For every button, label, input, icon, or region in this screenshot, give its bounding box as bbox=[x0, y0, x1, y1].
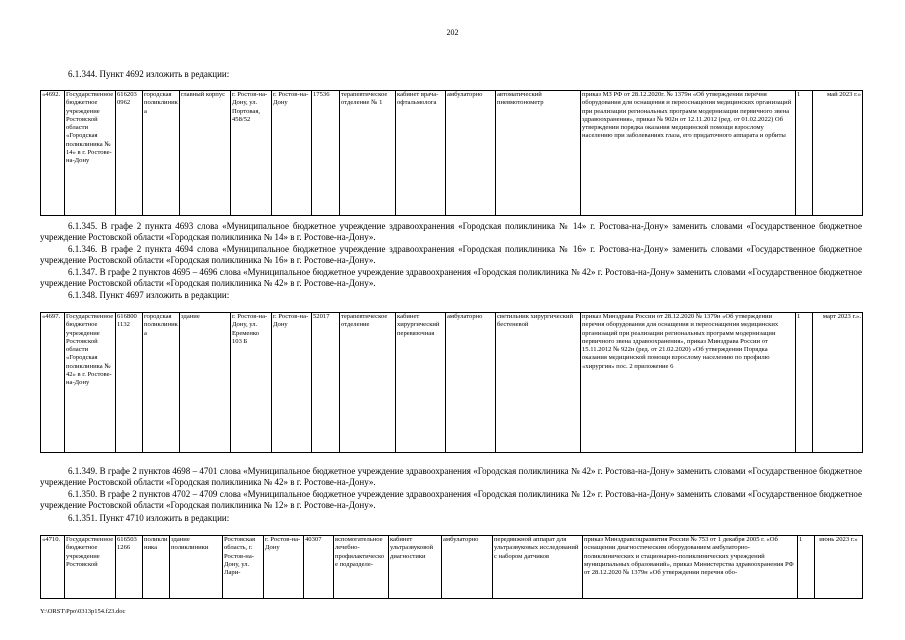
paragraph-6-1-347: 6.1.347. В графе 2 пунктов 4695 – 4696 слова «Муниципальное бюджетное учреждение здравоохранения «Городская поликлиника № 42» г. Ростова-на-Дону» заменить словами «Государственное бюджетное учреждение Ростовской области «Городская поликлиника № 42» в г. Ростове-на-Дону». bbox=[40, 267, 862, 289]
table-row bbox=[41, 313, 863, 453]
page-number: 202 bbox=[446, 28, 459, 37]
cell-id: 40307 bbox=[304, 536, 334, 599]
cell-department: вспомогательное лечебно-профилактическое подразделе- bbox=[334, 536, 389, 599]
cell-basis: приказ Минздравсоцразвития России № 753 от 1 декабря 2005 г. «Об оснащении диагностическим оборудованием амбулаторно-поликлинических и стационарно-поликлинических учреждений муниципальных образований», приказ Министерства здравоохранения РФ от 28.12.2020 № 1379н «Об утверждении перечня обо- bbox=[583, 536, 798, 599]
cell-address: г. Ростов-на-Дону, ул. Портовая, 458/52 bbox=[231, 91, 272, 216]
cell-equipment: автоматический пневмотонометр bbox=[496, 91, 581, 216]
cell-basis: приказ Минздрава России от 28.12.2020 № 1379н «Об утверждении перечня оборудования для оснащения и переоснащения медицинских организаций при реализации региональных программ модернизации первичного звена здравоохранения», приказ Минздрава России от 15.11.2012 № 922н (ред. от 21.02.2020) «Об утверждении Порядка оказания медицинской помощи взрослому населению по профилю «хирургия» пос. 2 приложение 6 bbox=[581, 313, 796, 453]
paragraph-6-1-346: 6.1.346. В графе 2 пункта 4694 слова «Муниципальное бюджетное учреждение здравоохранения «Городская поликлиника № 16» г. Ростова-на-Дону» заменить словами «Государственное бюджетное учреждение Ростовской области «Городская поликлиника № 16» в г. Ростове-на-Дону». bbox=[40, 244, 862, 266]
cell-type: городская поликлиника bbox=[143, 91, 180, 216]
cell-date: май 2023 г.» bbox=[813, 91, 863, 216]
cell-date: июнь 2023 г.» bbox=[815, 536, 863, 599]
cell-equipment: передвижной аппарат для ультразвуковых исследований с набором датчиков bbox=[493, 536, 583, 599]
cell-code: 616203 0962 bbox=[116, 91, 143, 216]
table-row bbox=[41, 536, 863, 599]
register-table-4697 bbox=[40, 312, 863, 453]
cell-number: «4697. bbox=[41, 313, 65, 453]
paragraph-6-1-349: 6.1.349. В графе 2 пунктов 4698 – 4701 слова «Муниципальное бюджетное учреждение здравоохранения «Городская поликлиника № 42» г. Ростова-на-Дону» заменить словами «Государственное бюджетное учреждение Ростовской области «Городская поликлиника № 42» в г. Ростове-на-Дону». bbox=[40, 466, 862, 488]
cell-address: Ростовская область, г. Ростов-на-Дону, ул. Лари- bbox=[223, 536, 264, 599]
footer-file-path: Y:\ORST\Ppo\0313p154.f23.doc bbox=[40, 608, 126, 615]
cell-building: здание bbox=[180, 313, 231, 453]
cell-code: 616503 1266 bbox=[116, 536, 143, 599]
cell-type: поликлиника bbox=[143, 536, 170, 599]
cell-room: кабинет врача-офтальмолога bbox=[396, 91, 446, 216]
cell-building: главный корпус bbox=[180, 91, 231, 216]
cell-id: 52017 bbox=[312, 313, 340, 453]
cell-date: март 2023 г.». bbox=[813, 313, 863, 453]
cell-number: «4710. bbox=[41, 536, 65, 599]
cell-id: 17536 bbox=[312, 91, 340, 216]
cell-city: г. Ростов-на-Дону bbox=[272, 313, 312, 453]
cell-city: г. Ростов-на-Дону bbox=[264, 536, 304, 599]
cell-basis: приказ МЗ РФ от 28.12.2020г. № 1379н «Об утверждении перечня оборудования для оснащения и переоснащения медицинских организаций при реализации региональных программ модернизации первичного звена здравоохранения», приказ № 902н от 12.11.2012 (ред. от 01.02.2022) Об утверждении порядка оказания медицинской помощи взрослому населению при заболеваниях глаза, его придаточного аппарата и орбиты bbox=[581, 91, 796, 216]
cell-building: здание поликлиники bbox=[170, 536, 223, 599]
cell-code: 616800 1132 bbox=[116, 313, 143, 453]
heading-6-1-344: 6.1.344. Пункт 4692 изложить в редакции: bbox=[68, 69, 230, 79]
paragraph-6-1-345: 6.1.345. В графе 2 пункта 4693 слова «Муниципальное бюджетное учреждение здравоохранения «Городская поликлиника № 14» г. Ростова-на-Дону» заменить словами «Государственное бюджетное учреждение Ростовской области «Городская поликлиника № 14» в г. Ростове-на-Дону». bbox=[40, 221, 862, 243]
cell-department: терапевтическое отделение № 1 bbox=[340, 91, 396, 216]
cell-room: кабинет ультразвуковой диагностики bbox=[389, 536, 442, 599]
heading-6-1-348: 6.1.348. Пункт 4697 изложить в редакции: bbox=[68, 290, 230, 300]
paragraph-6-1-350: 6.1.350. В графе 2 пунктов 4702 – 4709 слова «Муниципальное бюджетное учреждение здравоохранения «Городская поликлиника № 12» г. Ростова-на-Дону» заменить словами «Государственное бюджетное учреждение Ростовской области «Городская поликлиника № 12» в г. Ростове-на-Дону». bbox=[40, 489, 862, 511]
cell-city: г. Ростов-на-Дону bbox=[272, 91, 312, 216]
cell-number: «4692. bbox=[41, 91, 65, 216]
cell-quantity: 1 bbox=[798, 536, 815, 599]
cell-organization: Государственное бюджетное учреждение Ростовской области «Городская поликлиника № 14» в г. Ростове-на-Дону bbox=[65, 91, 116, 216]
cell-mode: амбулаторно bbox=[446, 91, 496, 216]
register-table-4710 bbox=[40, 535, 863, 599]
table-row bbox=[41, 91, 863, 216]
cell-mode: амбулаторно bbox=[442, 536, 493, 599]
cell-department: терапевтическое отделение bbox=[340, 313, 396, 453]
cell-organization: Государственное бюджетное учреждение Ростовской bbox=[65, 536, 116, 599]
cell-type: городская поликлиника bbox=[143, 313, 180, 453]
cell-quantity: 1 bbox=[796, 91, 813, 216]
register-table-4692 bbox=[40, 90, 863, 216]
cell-organization: Государственное бюджетное учреждение Ростовской области «Городская поликлиника № 42» в г. Ростове-на-Дону bbox=[65, 313, 116, 453]
cell-address: г. Ростов-на-Дону, ул. Еременко 103 Б bbox=[231, 313, 272, 453]
heading-6-1-351: 6.1.351. Пункт 4710 изложить в редакции: bbox=[68, 513, 230, 523]
cell-equipment: светильник хирургический бестеневой bbox=[496, 313, 581, 453]
cell-room: кабинет хирургический перевязочная bbox=[396, 313, 446, 453]
cell-mode: амбулаторно bbox=[446, 313, 496, 453]
cell-quantity: 1 bbox=[796, 313, 813, 453]
